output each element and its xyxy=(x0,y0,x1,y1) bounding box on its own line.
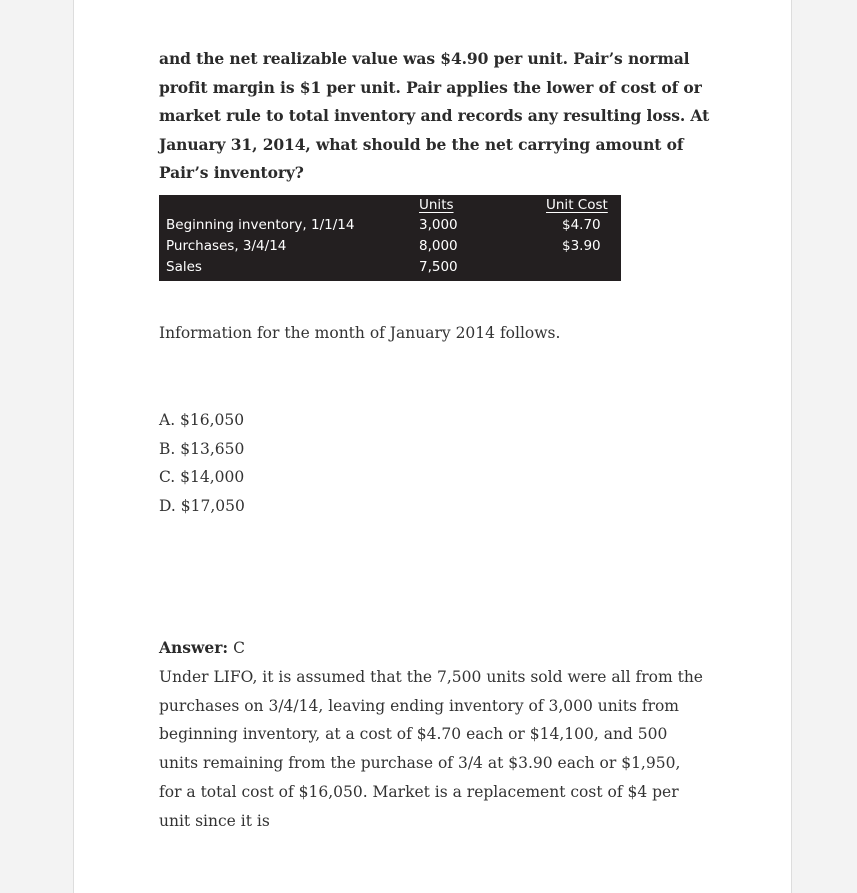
question-block xyxy=(159,45,719,188)
row-unit-cost: $4.70 xyxy=(562,217,601,233)
answer-value: C xyxy=(233,639,245,657)
option-d[interactable]: D. $17,050 xyxy=(159,496,245,515)
row-label: Sales xyxy=(166,259,202,275)
option-c[interactable]: C. $14,000 xyxy=(159,468,245,486)
question-text: and the net realizable value was $4.90 per unit. Pair’s normal profit margin is $1 per unit. Pair applies the lower of cost of or market rule to total inventory and records any resulting loss. At January 31, 2014, what should be the net carrying amount of Pair’s inventory? xyxy=(159,49,710,182)
unit-cost-header: Unit Cost xyxy=(546,197,608,213)
inventory-table xyxy=(159,195,621,281)
row-label: Beginning inventory, 1/1/14 xyxy=(166,217,355,233)
answer-line xyxy=(159,635,245,661)
answer-label: Answer: xyxy=(159,638,229,657)
units-header: Units xyxy=(419,197,454,213)
option-a[interactable]: A. $16,050 xyxy=(159,411,245,429)
row-units: 8,000 xyxy=(419,238,458,254)
row-label: Purchases, 3/4/14 xyxy=(166,238,287,254)
document-page xyxy=(73,0,792,893)
row-units: 7,500 xyxy=(419,259,458,275)
answer-options xyxy=(159,406,245,520)
row-unit-cost: $3.90 xyxy=(562,238,601,254)
row-units: 3,000 xyxy=(419,217,458,233)
option-b[interactable]: B. $13,650 xyxy=(159,439,245,458)
info-text: Information for the month of January 2014 follows. xyxy=(159,324,561,342)
explanation-text: Under LIFO, it is assumed that the 7,500 units sold were all from the purchases on 3/4/14, leaving ending inventory of 3,000 units from beginning inventory, at a cost of $4.70 each or $14,100, and 500 units remaining from the purchase of 3/4 at $3.90 each or $1,950, for a total cost of $16,050. Market is a replacement cost of $4 per unit since it is xyxy=(159,668,703,830)
